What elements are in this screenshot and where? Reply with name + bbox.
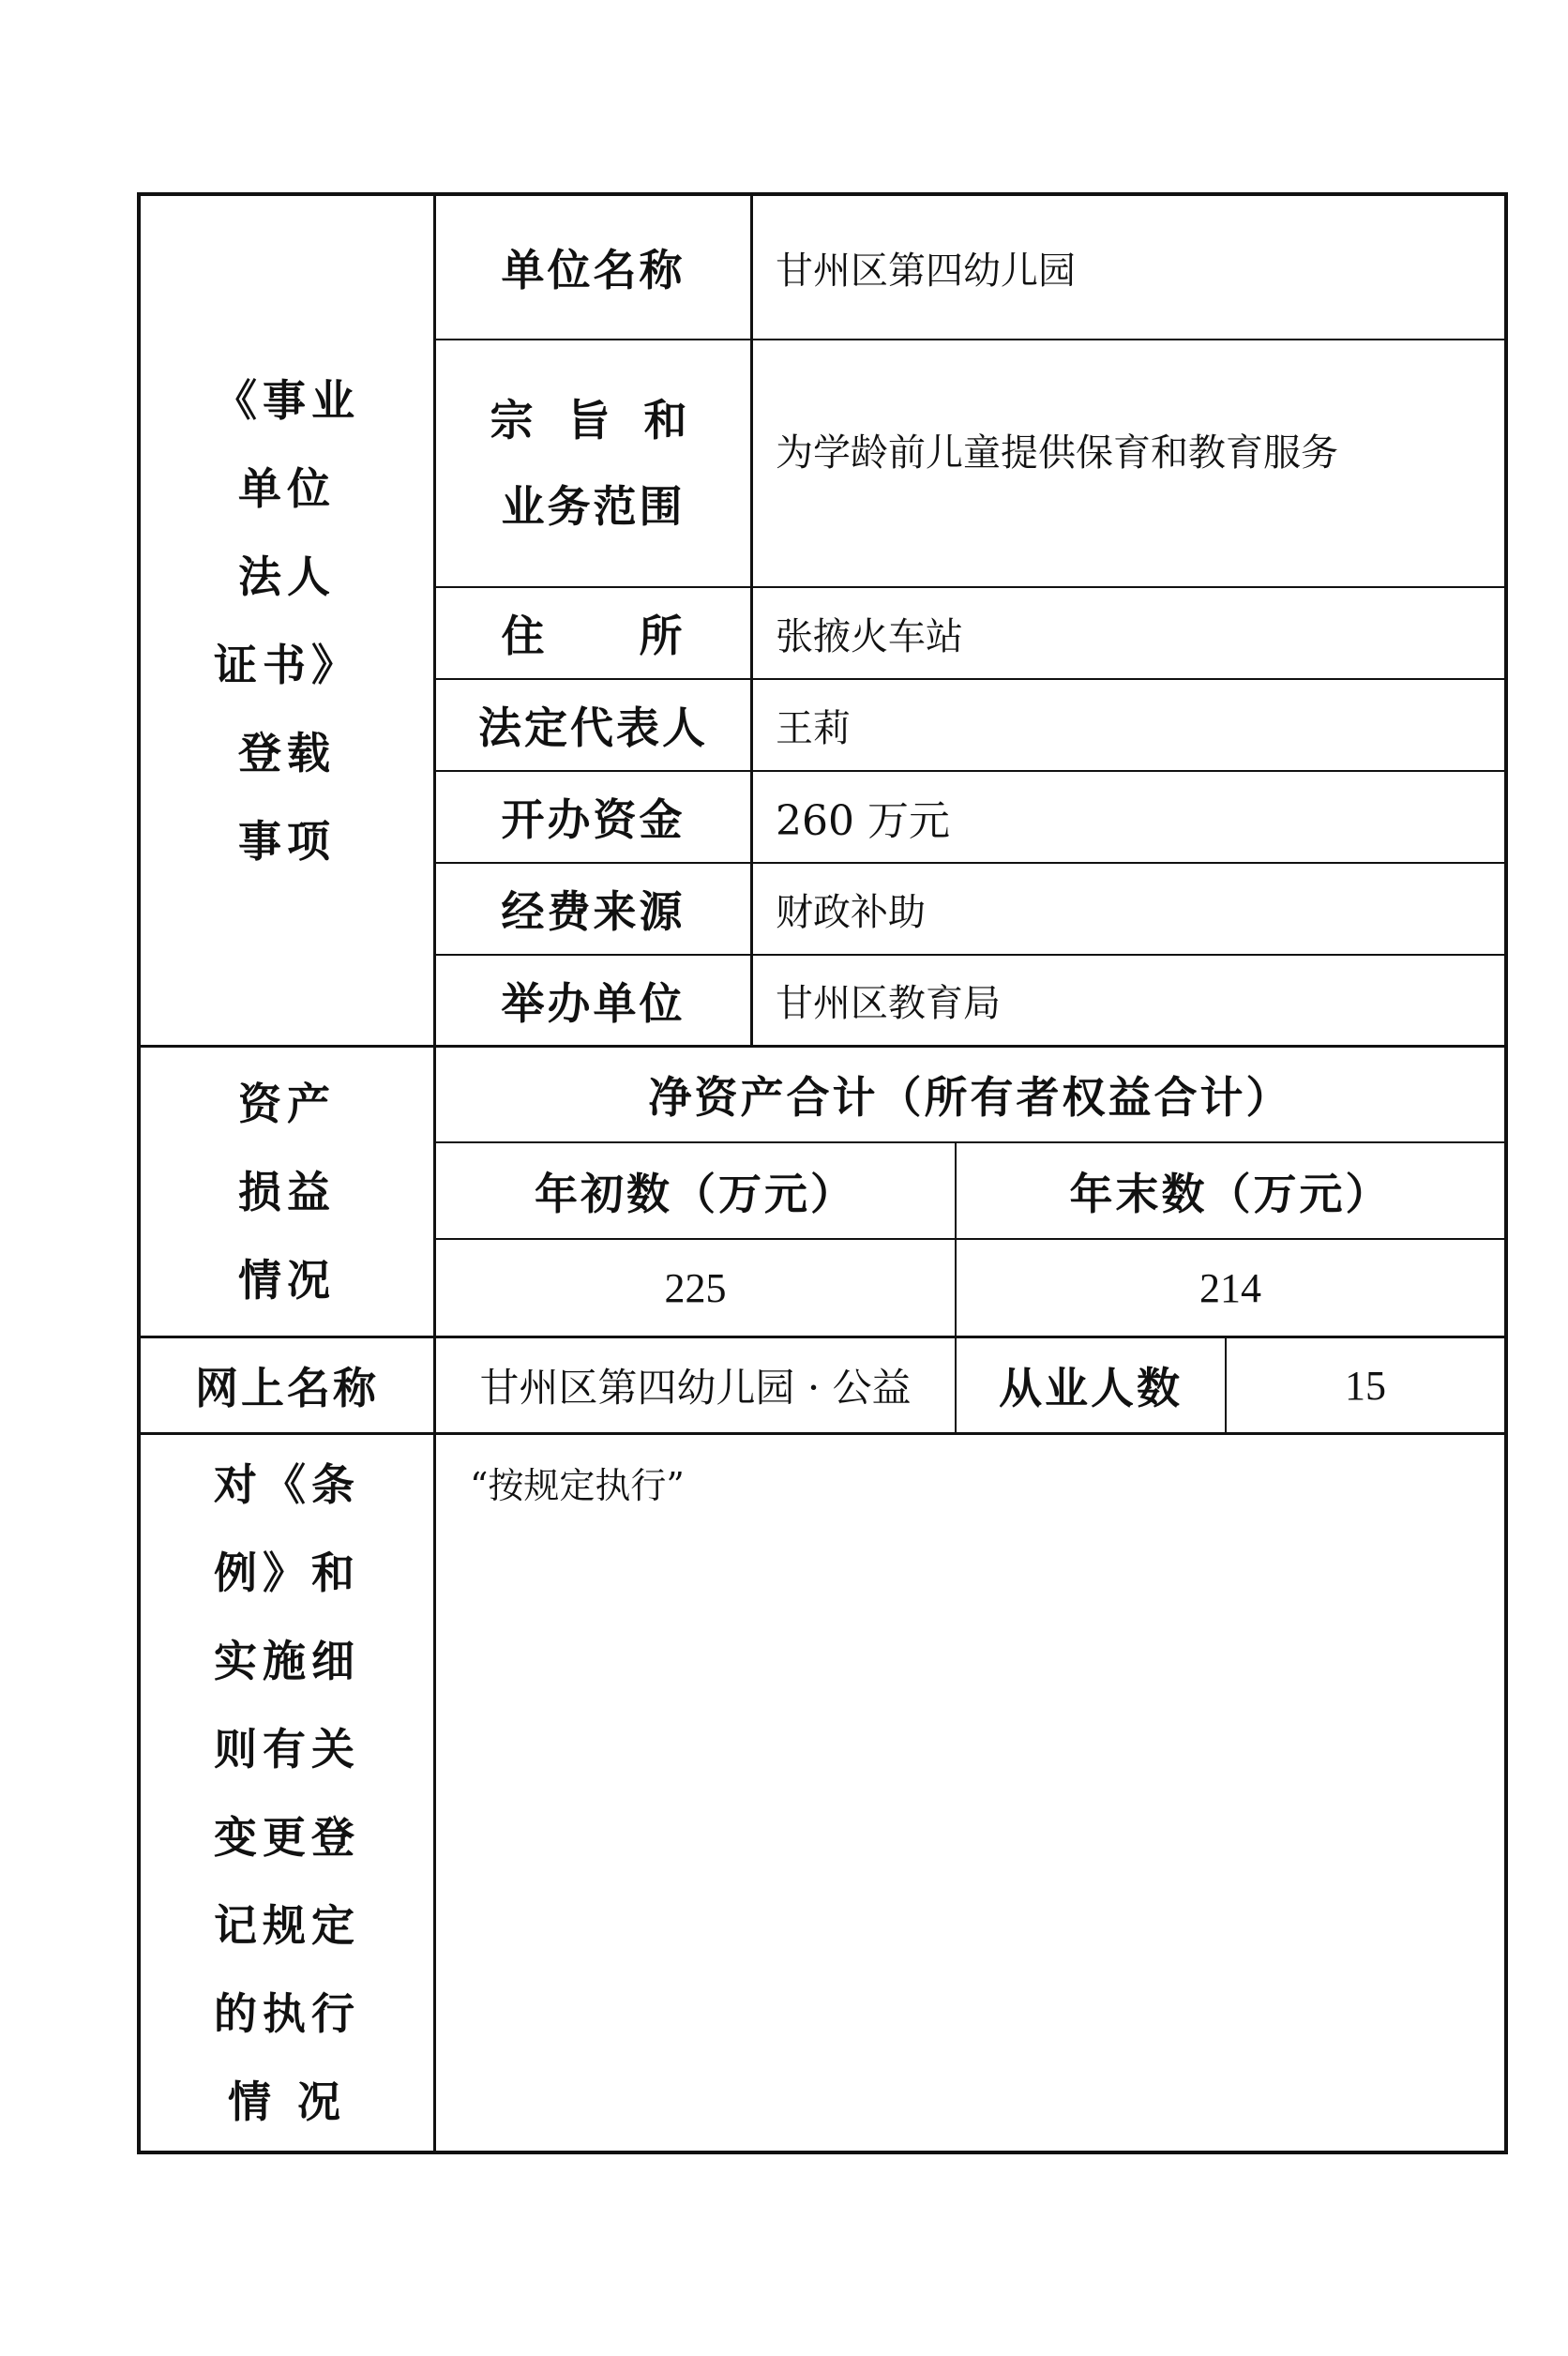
unit-name-label: 单位名称 [501,245,686,295]
staff-count-value: 15 [1345,1362,1386,1409]
sponsor-unit-value: 甘州区教育局 [776,982,1001,1025]
assets-section-label [141,1048,433,1336]
unit-name-value: 甘州区第四幼儿园 [776,249,1076,293]
section-label-line: 则有关 [214,1723,360,1775]
section-label-line: 《事业 [214,374,360,426]
online-name-label: 网上名称 [195,1363,379,1413]
section-label-line: 实施细 [214,1635,360,1686]
funding-source-label: 经费来源 [501,886,686,937]
end-year-label: 年末数（万元） [1069,1168,1392,1219]
staff-count-label: 从业人数 [999,1363,1183,1413]
purpose-scope-value: 为学龄前儿童提供保育和教育服务 [776,430,1338,475]
section-label-line: 事项 [238,815,336,867]
purpose-scope-label-line: 宗 旨 和 [490,395,697,446]
section-label-line: 情 况 [227,2076,346,2127]
address-value: 张掖火车站 [776,614,963,658]
legal-representative-value: 王莉 [776,706,851,750]
table-border-bottom [137,2151,1508,2154]
address-label: 住 所 [501,611,686,661]
compliance-value: “按规定执行” [470,1464,685,1506]
start-capital-value: 260 万元 [776,797,950,845]
online-name-value: 甘州区第四幼儿园 · 公益 [479,1365,912,1411]
section-label-line: 情况 [238,1254,336,1306]
section-label-line: 资产 [238,1078,336,1129]
section-label-line: 对《条 [214,1458,360,1510]
section-label-line: 损益 [238,1166,336,1217]
begin-year-label: 年初数（万元） [535,1168,856,1219]
section-label-line: 变更登 [214,1811,360,1863]
legal-representative-label: 法定代表人 [478,702,708,753]
compliance-section-label [141,1435,433,2151]
purpose-scope-label-line: 业务范围 [501,481,686,532]
table-border-right [1504,192,1508,2154]
section-label-line: 记规定 [214,1899,360,1951]
net-assets-header: 净资产合计（所有者权益合计） [648,1072,1292,1123]
section-label-line: 登载 [238,727,336,778]
section-label-line: 的执行 [214,1987,360,2039]
start-capital-label: 开办资金 [501,794,686,845]
section-label-line: 法人 [238,551,336,602]
sponsor-unit-label: 举办单位 [501,977,686,1029]
funding-source-value: 财政补助 [776,890,926,934]
section-label-line: 单位 [238,462,336,514]
registration-section-label [141,196,433,1045]
begin-year-value: 225 [664,1264,727,1311]
section-label-line: 例》和 [214,1547,360,1598]
end-year-value: 214 [1199,1264,1261,1311]
purpose-scope-label [436,340,750,586]
section-label-line: 证书》 [214,639,360,690]
